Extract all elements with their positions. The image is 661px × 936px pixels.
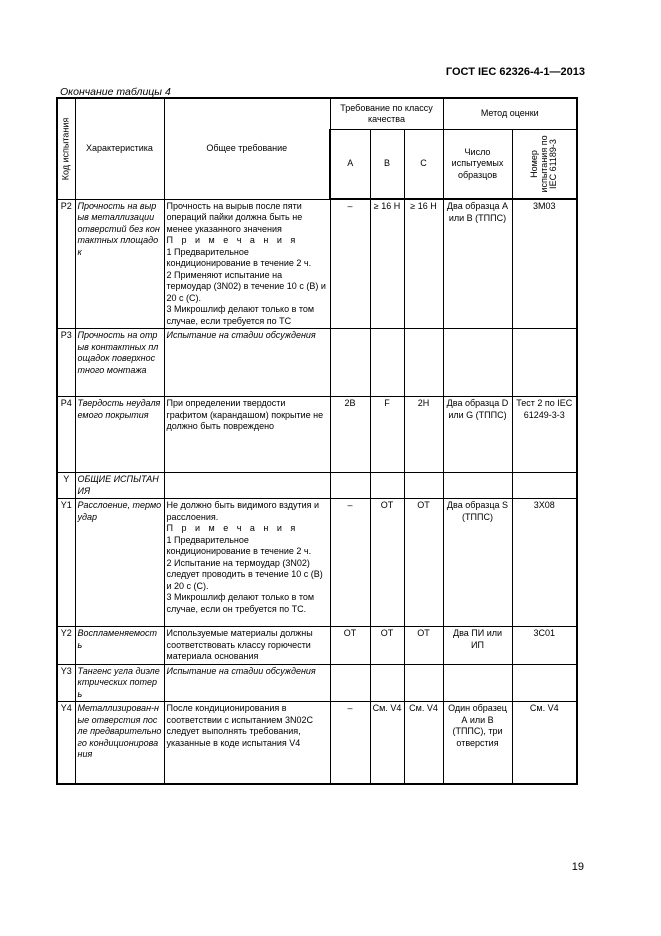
row-class-b bbox=[370, 329, 404, 397]
row-test-number bbox=[512, 473, 577, 499]
col-code-header: Код испытания bbox=[57, 98, 75, 199]
col-class-a-header: А bbox=[330, 130, 370, 200]
row-test-number: 3С01 bbox=[512, 627, 577, 665]
row-code: P2 bbox=[57, 199, 75, 329]
row-samples bbox=[443, 473, 512, 499]
page-number: 19 bbox=[571, 861, 584, 873]
row-class-b: F bbox=[370, 397, 404, 473]
row-class-b: ОТ bbox=[370, 499, 404, 627]
row-requirement bbox=[164, 664, 330, 702]
row-code: Y1 bbox=[57, 499, 75, 627]
col-quality-group-header: Требование по классу качества bbox=[330, 98, 443, 130]
row-code: Y4 bbox=[57, 702, 75, 784]
row-requirement bbox=[164, 199, 330, 329]
row-characteristic: Расслоение, термоудар bbox=[75, 499, 164, 627]
row-samples: Один образец А или В (ТППС), три отверстия bbox=[443, 702, 512, 784]
requirement-line: Прочность на вырыв после пяти операций пайки должна быть не менее указанного значения bbox=[166, 200, 303, 234]
row-class-a: – bbox=[330, 702, 370, 784]
row-class-b bbox=[370, 473, 404, 499]
row-samples bbox=[443, 664, 512, 702]
requirement-line: П р и м е ч а н и я bbox=[166, 523, 299, 533]
row-samples: Два образца S (ТППС) bbox=[443, 499, 512, 627]
col-class-c-header: С bbox=[404, 130, 443, 200]
requirement-line: Испытание на стадии обсуждения bbox=[166, 665, 316, 676]
table-row bbox=[57, 664, 577, 702]
row-samples: Два ПИ или ИП bbox=[443, 627, 512, 665]
requirement-line: Не должно быть видимого вздутия и расслоения. bbox=[166, 500, 320, 522]
table-row bbox=[57, 473, 577, 499]
col-samples-header: Число испытуемых образцов bbox=[443, 130, 512, 200]
row-class-a: ОТ bbox=[330, 627, 370, 665]
row-class-b bbox=[370, 664, 404, 702]
header-row-1 bbox=[57, 98, 577, 130]
row-test-number: 3М03 bbox=[512, 199, 577, 329]
table-row bbox=[57, 199, 577, 329]
table-row bbox=[57, 702, 577, 784]
row-requirement bbox=[164, 397, 330, 473]
table-row bbox=[57, 397, 577, 473]
requirement-line: После кондиционирования в соответствии с испытанием 3N02С следует выполнять требования, указанные в коде испытания V4 bbox=[166, 703, 314, 748]
row-characteristic: ОБЩИЕ ИСПЫТАНИЯ bbox=[75, 473, 164, 499]
row-class-a: – bbox=[330, 499, 370, 627]
row-class-a bbox=[330, 329, 370, 397]
row-class-c bbox=[404, 329, 443, 397]
row-class-b: ОТ bbox=[370, 627, 404, 665]
row-class-a bbox=[330, 664, 370, 702]
row-class-c: ≥ 16 Н bbox=[404, 199, 443, 329]
col-characteristic-header: Характеристика bbox=[75, 98, 164, 199]
col-test-number-header: Номер испытания по IEC 61189-3 bbox=[512, 130, 577, 200]
row-test-number: Тест 2 по IEC 61249-3-3 bbox=[512, 397, 577, 473]
col-class-b-header: В bbox=[370, 130, 404, 200]
row-samples: Два образца D или G (ТППС) bbox=[443, 397, 512, 473]
row-code: P3 bbox=[57, 329, 75, 397]
requirement-line: 3 Микрошлиф делают только в том случае, если требуется по ТС bbox=[166, 304, 315, 326]
row-characteristic: Металлизирован-ные отверстия после предварительного кондиционирования bbox=[75, 702, 164, 784]
row-requirement bbox=[164, 702, 330, 784]
row-class-a: 2В bbox=[330, 397, 370, 473]
requirement-line: Испытание на стадии обсуждения bbox=[166, 330, 316, 340]
requirement-line: 1 Предварительное кондиционирование в течение 2 ч. bbox=[166, 246, 312, 268]
row-code: Y2 bbox=[57, 627, 75, 665]
row-class-c: ОТ bbox=[404, 499, 443, 627]
requirements-table bbox=[56, 97, 578, 785]
row-characteristic: Тангенс угла диэлектрических потерь bbox=[75, 664, 164, 702]
row-class-a: – bbox=[330, 199, 370, 329]
row-class-c bbox=[404, 664, 443, 702]
row-class-c: 2Н bbox=[404, 397, 443, 473]
col-requirement-header: Общее требование bbox=[164, 98, 330, 199]
requirement-line: Используемые материалы должны соответствовать классу горючести материала основания bbox=[166, 628, 313, 661]
row-class-b: ≥ 16 Н bbox=[370, 199, 404, 329]
col-method-group-header: Метод оценки bbox=[443, 98, 577, 130]
row-requirement bbox=[164, 473, 330, 499]
row-class-c bbox=[404, 473, 443, 499]
row-characteristic: Воспламеняемость bbox=[75, 627, 164, 665]
row-test-number bbox=[512, 664, 577, 702]
table-row bbox=[57, 329, 577, 397]
row-characteristic: Твердость неудаляемого покрытия bbox=[75, 397, 164, 473]
standard-designation: ГОСТ IEC 62326-4-1—2013 bbox=[445, 66, 585, 78]
table-row bbox=[57, 627, 577, 665]
requirement-line: 2 Испытание на термоудар (3N02) следует проводить в течение 10 с (В) и 20 с (С). bbox=[166, 557, 323, 591]
row-samples: Два образца А или В (ТППС) bbox=[443, 199, 512, 329]
row-code: Y3 bbox=[57, 664, 75, 702]
row-code: Y bbox=[57, 473, 75, 499]
row-test-number: 3Х08 bbox=[512, 499, 577, 627]
row-test-number: См. V4 bbox=[512, 702, 577, 784]
requirement-line: 2 Применяют испытание на термоудар (3N02) в течение 10 с (В) и 20 с (С). bbox=[166, 269, 326, 303]
requirement-line: П р и м е ч а н и я bbox=[166, 235, 299, 245]
table-body bbox=[57, 199, 577, 784]
row-class-a bbox=[330, 473, 370, 499]
row-characteristic: Прочность на отрыв контактных площадок поверхностного монтажа bbox=[75, 329, 164, 397]
row-requirement bbox=[164, 329, 330, 397]
table-row bbox=[57, 499, 577, 627]
row-class-b: См. V4 bbox=[370, 702, 404, 784]
row-class-c: ОТ bbox=[404, 627, 443, 665]
row-requirement bbox=[164, 499, 330, 627]
requirement-line: При определении твердости графитом (карандашом) покрытие не должно быть повреждено bbox=[166, 398, 324, 431]
row-class-c: См. V4 bbox=[404, 702, 443, 784]
row-requirement bbox=[164, 627, 330, 665]
row-code: P4 bbox=[57, 397, 75, 473]
row-samples bbox=[443, 329, 512, 397]
table-caption: Окончание таблицы 4 bbox=[60, 86, 171, 98]
row-test-number bbox=[512, 329, 577, 397]
requirement-line: 1 Предварительное кондиционирование в течение 2 ч. bbox=[166, 534, 312, 556]
row-characteristic: Прочность на вырыв металлизации отверстий без контактных площадок bbox=[75, 199, 164, 329]
requirement-line: 3 Микрошлиф делают только в том случае, если он требуется по ТС. bbox=[166, 592, 315, 614]
